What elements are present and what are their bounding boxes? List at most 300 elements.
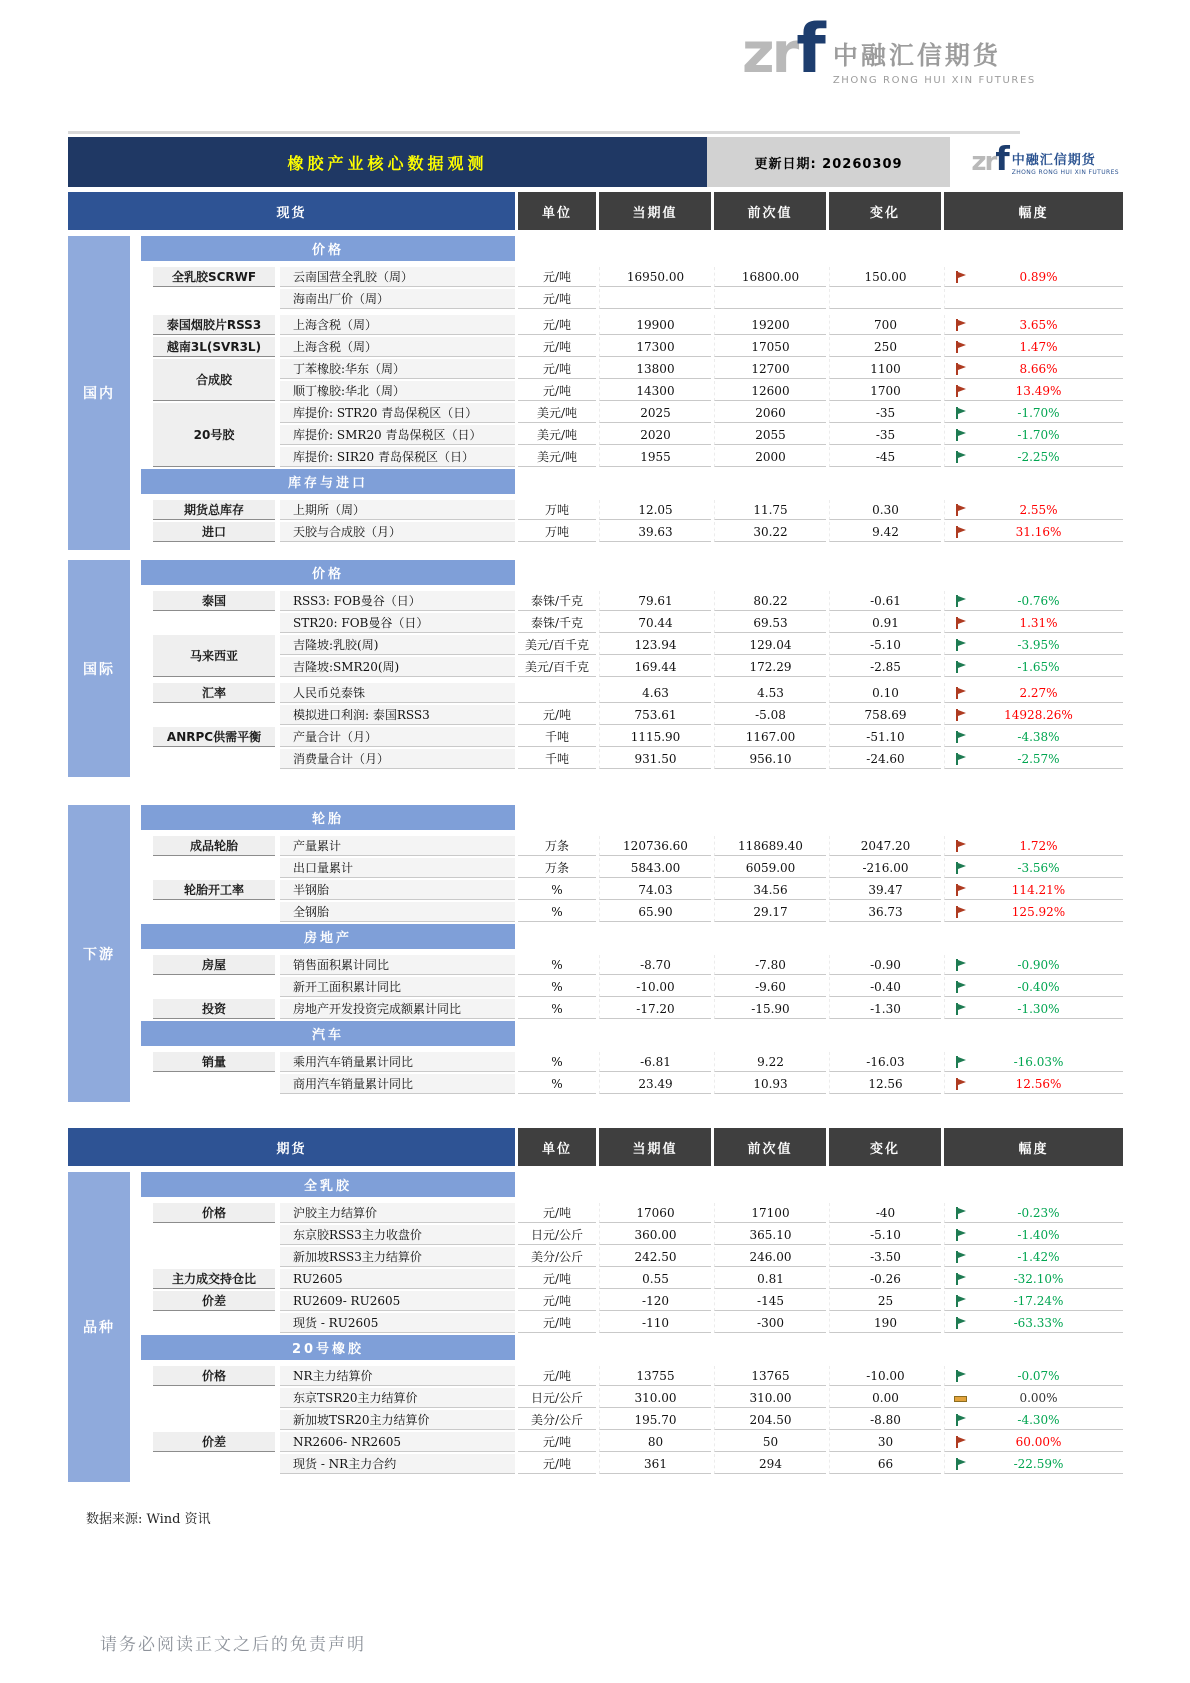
data-tables: [68, 192, 1123, 1482]
row-label: 出口量累计: [280, 858, 515, 878]
unit-cell: 日元/公斤: [518, 1388, 596, 1408]
table-row: [280, 1313, 1123, 1333]
range-cell: [944, 289, 1123, 309]
previous-value-cell: 9.22: [714, 1052, 826, 1072]
range-value: -1.70%: [1017, 405, 1060, 420]
unit-cell: %: [518, 902, 596, 922]
row-label: 上海含税（周）: [280, 315, 515, 335]
current-value-cell: 169.44: [599, 657, 711, 677]
category-cell: 投资: [153, 999, 275, 1019]
previous-value-cell: 16800.00: [714, 267, 826, 287]
change-cell: -0.26: [829, 1269, 941, 1289]
previous-value-cell: [714, 289, 826, 309]
unit-cell: %: [518, 1052, 596, 1072]
unit-cell: 元/吨: [518, 1432, 596, 1452]
logo-names: [833, 36, 1036, 86]
down-flag-icon: [953, 638, 968, 652]
column-header-cur: 当期值: [599, 192, 711, 230]
change-cell: -216.00: [829, 858, 941, 878]
column-header-row: [68, 192, 1123, 230]
mini-company-name-en: ZHONG RONG HUI XIN FUTURES: [1011, 168, 1119, 176]
column-header-pct: 幅度: [944, 192, 1123, 230]
change-cell: -35: [829, 403, 941, 423]
up-flag-icon: [953, 883, 968, 897]
down-flag-icon: [953, 730, 968, 744]
change-cell: -0.61: [829, 591, 941, 611]
unit-cell: 美元/百千克: [518, 657, 596, 677]
table-label-futures: 期货: [68, 1128, 515, 1166]
unit-cell: 美元/百千克: [518, 635, 596, 655]
range-cell: [944, 705, 1123, 725]
current-value-cell: -10.00: [599, 977, 711, 997]
down-flag-icon: [953, 406, 968, 420]
range-cell: [944, 1388, 1123, 1408]
down-flag-icon: [953, 594, 968, 608]
table-row: [201, 591, 1123, 611]
down-flag-icon: [953, 1055, 968, 1069]
table-row: [195, 359, 1123, 387]
previous-value-cell: 80.22: [714, 591, 826, 611]
table-row: [201, 999, 1123, 1019]
row-label: 现货 - NR主力合约: [280, 1454, 515, 1474]
range-value: 1.72%: [1019, 838, 1058, 853]
range-cell: [944, 522, 1123, 542]
up-flag-icon: [953, 384, 968, 398]
report-body: [68, 137, 1123, 1527]
side-label-domestic: 国内: [68, 236, 130, 550]
range-value: -0.90%: [1017, 957, 1060, 972]
range-value: -1.42%: [1017, 1249, 1060, 1264]
current-value-cell: 13755: [599, 1366, 711, 1386]
previous-value-cell: -5.08: [714, 705, 826, 725]
side-label-variety: 品种: [68, 1172, 130, 1482]
current-value-cell: 2025: [599, 403, 711, 423]
table-row: [201, 1291, 1123, 1311]
range-value: 8.66%: [1019, 361, 1058, 376]
previous-value-cell: 246.00: [714, 1247, 826, 1267]
column-header-prev: 前次值: [714, 192, 826, 230]
down-flag-icon: [953, 958, 968, 972]
title-bar: [68, 137, 1123, 187]
range-cell: [944, 1225, 1123, 1245]
range-value: -0.23%: [1017, 1205, 1060, 1220]
range-value: 1.47%: [1019, 339, 1058, 354]
current-value-cell: 931.50: [599, 749, 711, 769]
mini-logo-zr-text: zr: [971, 147, 996, 177]
previous-value-cell: 172.29: [714, 657, 826, 677]
change-cell: -2.85: [829, 657, 941, 677]
unit-cell: 元/吨: [518, 1291, 596, 1311]
table-row: [201, 1432, 1123, 1452]
range-value: -1.65%: [1017, 659, 1060, 674]
current-value-cell: 1115.90: [599, 727, 711, 747]
table-row: [280, 705, 1123, 725]
up-flag-icon: [953, 1077, 968, 1091]
category-cell: 合成胶: [153, 359, 275, 401]
range-cell: [944, 591, 1123, 611]
change-cell: 2047.20: [829, 836, 941, 856]
change-cell: 0.00: [829, 1388, 941, 1408]
unit-cell: 万吨: [518, 500, 596, 520]
table-row: [280, 977, 1123, 997]
range-value: -0.40%: [1017, 979, 1060, 994]
up-flag-icon: [953, 362, 968, 376]
range-cell: [944, 977, 1123, 997]
current-value-cell: 17300: [599, 337, 711, 357]
current-value-cell: -8.70: [599, 955, 711, 975]
unit-cell: 元/吨: [518, 337, 596, 357]
current-value-cell: 1955: [599, 447, 711, 467]
row-label: STR20: FOB曼谷（日）: [280, 613, 515, 633]
previous-value-cell: 10.93: [714, 1074, 826, 1094]
range-cell: [944, 267, 1123, 287]
previous-value-cell: 294: [714, 1454, 826, 1474]
unit-cell: %: [518, 880, 596, 900]
previous-value-cell: 6059.00: [714, 858, 826, 878]
row-label: RU2609- RU2605: [280, 1291, 515, 1311]
column-header-unit: 单位: [518, 1128, 596, 1166]
range-value: 125.92%: [1011, 904, 1066, 919]
unit-cell: 千吨: [518, 749, 596, 769]
range-cell: [944, 902, 1123, 922]
previous-value-cell: 4.53: [714, 683, 826, 703]
category-cell: 汇率: [153, 683, 275, 703]
side-label-downstream: 下游: [68, 805, 130, 1102]
category-cell: 泰国烟胶片RSS3: [153, 315, 275, 335]
previous-value-cell: 34.56: [714, 880, 826, 900]
previous-value-cell: -7.80: [714, 955, 826, 975]
current-value-cell: 12.05: [599, 500, 711, 520]
range-value: -3.95%: [1017, 637, 1060, 652]
change-cell: 9.42: [829, 522, 941, 542]
category-cell: 越南3L(SVR3L): [153, 337, 275, 357]
logo-zr-text: zr: [742, 21, 797, 86]
table-row: [201, 522, 1123, 542]
range-cell: [944, 1432, 1123, 1452]
current-value-cell: 17060: [599, 1203, 711, 1223]
up-flag-icon: [953, 503, 968, 517]
range-value: 31.16%: [1015, 524, 1062, 539]
change-cell: 1100: [829, 359, 941, 379]
previous-value-cell: 50: [714, 1432, 826, 1452]
range-cell: [944, 836, 1123, 856]
down-flag-icon: [953, 1294, 968, 1308]
table-row: [280, 1388, 1123, 1408]
up-flag-icon: [953, 839, 968, 853]
previous-value-cell: 11.75: [714, 500, 826, 520]
range-cell: [944, 359, 1123, 379]
current-value-cell: -110: [599, 1313, 711, 1333]
table-row: [166, 727, 1123, 747]
down-flag-icon: [953, 1369, 968, 1383]
column-header-chg: 变化: [829, 1128, 941, 1166]
row-label: NR主力结算价: [280, 1366, 515, 1386]
change-cell: -8.80: [829, 1410, 941, 1430]
column-header-chg: 变化: [829, 192, 941, 230]
unit-cell: 元/吨: [518, 315, 596, 335]
category-cell: 房屋: [153, 955, 275, 975]
range-cell: [944, 381, 1123, 401]
category-cell: 轮胎开工率: [153, 880, 275, 900]
unit-cell: 元/吨: [518, 1313, 596, 1333]
row-label: 新加坡RSS3主力结算价: [280, 1247, 515, 1267]
up-flag-icon: [953, 616, 968, 630]
current-value-cell: 23.49: [599, 1074, 711, 1094]
table-spot: [68, 192, 1123, 1102]
range-cell: [944, 337, 1123, 357]
side-label-international: 国际: [68, 560, 130, 777]
previous-value-cell: 2055: [714, 425, 826, 445]
table-row: [201, 955, 1123, 975]
change-cell: 250: [829, 337, 941, 357]
down-flag-icon: [953, 1413, 968, 1427]
range-value: 0.00%: [1019, 1390, 1058, 1405]
unit-cell: 泰铢/千克: [518, 613, 596, 633]
row-label: 现货 - RU2605: [280, 1313, 515, 1333]
previous-value-cell: 204.50: [714, 1410, 826, 1430]
up-flag-icon: [953, 318, 968, 332]
table-row: [280, 657, 1123, 677]
unit-cell: 千吨: [518, 727, 596, 747]
unit-cell: 美元/吨: [518, 403, 596, 423]
company-logo: [742, 10, 1036, 97]
current-value-cell: 39.63: [599, 522, 711, 542]
previous-value-cell: 365.10: [714, 1225, 826, 1245]
change-cell: -51.10: [829, 727, 941, 747]
range-value: 114.21%: [1011, 882, 1066, 897]
unit-cell: 日元/公斤: [518, 1225, 596, 1245]
update-date: 更新日期: 20260309: [707, 137, 950, 187]
previous-value-cell: -145: [714, 1291, 826, 1311]
down-flag-icon: [953, 1206, 968, 1220]
unit-cell: %: [518, 1074, 596, 1094]
current-value-cell: 123.94: [599, 635, 711, 655]
row-label: 库提价: SMR20 青岛保税区（日）: [280, 425, 515, 445]
subsection-header: 房地产: [141, 924, 515, 949]
previous-value-cell: 19200: [714, 315, 826, 335]
previous-value-cell: -15.90: [714, 999, 826, 1019]
range-value: -1.30%: [1017, 1001, 1060, 1016]
range-cell: [944, 1203, 1123, 1223]
table-row: [189, 635, 1123, 663]
section-variety: [68, 1172, 1123, 1482]
row-label: 云南国营全乳胶（周）: [280, 267, 515, 287]
current-value-cell: 242.50: [599, 1247, 711, 1267]
previous-value-cell: 12600: [714, 381, 826, 401]
table-label-spot: 现货: [68, 192, 515, 230]
current-value-cell: [599, 289, 711, 309]
category-cell: 泰国: [153, 591, 275, 611]
row-label: 人民币兑泰铢: [280, 683, 515, 703]
range-cell: [944, 1269, 1123, 1289]
column-header-prev: 前次值: [714, 1128, 826, 1166]
change-cell: -5.10: [829, 1225, 941, 1245]
range-value: 13.49%: [1015, 383, 1062, 398]
change-cell: 39.47: [829, 880, 941, 900]
change-cell: -16.03: [829, 1052, 941, 1072]
table-row: [280, 1074, 1123, 1094]
range-value: 2.27%: [1019, 685, 1058, 700]
table-row: [171, 1269, 1123, 1289]
range-cell: [944, 657, 1123, 677]
range-cell: [944, 1366, 1123, 1386]
change-cell: -35: [829, 425, 941, 445]
row-label: RSS3: FOB曼谷（日）: [280, 591, 515, 611]
row-label: RU2605: [280, 1269, 515, 1289]
range-value: -1.70%: [1017, 427, 1060, 442]
row-label: 模拟进口利润: 泰国RSS3: [280, 705, 515, 725]
range-value: -4.38%: [1017, 729, 1060, 744]
table-row: [189, 836, 1123, 856]
category-cell: 20号胶: [153, 403, 275, 467]
subsection-header: 价格: [141, 560, 515, 585]
subsection-header: 价格: [141, 236, 515, 261]
range-cell: [944, 1074, 1123, 1094]
up-flag-icon: [953, 525, 968, 539]
logo-f-text: f: [796, 10, 823, 89]
down-flag-icon: [953, 980, 968, 994]
disclaimer: 请务必阅读正文之后的免责声明: [100, 1635, 366, 1655]
current-value-cell: 753.61: [599, 705, 711, 725]
table-row: [280, 447, 1123, 467]
data-source: 数据来源: Wind 资讯: [86, 1512, 211, 1527]
range-cell: [944, 999, 1123, 1019]
range-cell: [944, 1454, 1123, 1474]
column-header-cur: 当期值: [599, 1128, 711, 1166]
row-label: 产量合计（月）: [280, 727, 515, 747]
up-flag-icon: [953, 1435, 968, 1449]
unit-cell: 美元/吨: [518, 447, 596, 467]
section-international: [68, 560, 1123, 777]
range-value: -16.03%: [1013, 1054, 1064, 1069]
previous-value-cell: 13765: [714, 1366, 826, 1386]
table-row: [201, 1366, 1123, 1386]
range-cell: [944, 880, 1123, 900]
range-cell: [944, 635, 1123, 655]
change-cell: [829, 289, 941, 309]
range-cell: [944, 683, 1123, 703]
current-value-cell: 70.44: [599, 613, 711, 633]
range-cell: [944, 727, 1123, 747]
range-value: 14928.26%: [1004, 707, 1073, 722]
up-flag-icon: [953, 905, 968, 919]
range-value: -3.56%: [1017, 860, 1060, 875]
range-value: -0.76%: [1017, 593, 1060, 608]
category-cell: 主力成交持仓比: [153, 1269, 275, 1289]
subsection-header: 库存与进口: [141, 469, 515, 494]
row-label: 新开工面积累计同比: [280, 977, 515, 997]
current-value-cell: -6.81: [599, 1052, 711, 1072]
change-cell: -40: [829, 1203, 941, 1223]
previous-value-cell: 310.00: [714, 1388, 826, 1408]
category-cell: 期货总库存: [153, 500, 275, 520]
current-value-cell: 195.70: [599, 1410, 711, 1430]
row-label: 丁苯橡胶:华东（周）: [280, 359, 515, 379]
current-value-cell: 74.03: [599, 880, 711, 900]
range-value: 12.56%: [1015, 1076, 1062, 1091]
subsection-header: 汽车: [141, 1021, 515, 1046]
column-header-pct: 幅度: [944, 1128, 1123, 1166]
mini-company-name-cn: 中融汇信期货: [1011, 152, 1096, 168]
change-cell: -0.90: [829, 955, 941, 975]
change-cell: 36.73: [829, 902, 941, 922]
down-flag-icon: [953, 752, 968, 766]
previous-value-cell: -300: [714, 1313, 826, 1333]
current-value-cell: 2020: [599, 425, 711, 445]
category-cell: 进口: [153, 522, 275, 542]
current-value-cell: 4.63: [599, 683, 711, 703]
unit-cell: %: [518, 999, 596, 1019]
range-value: -1.40%: [1017, 1227, 1060, 1242]
row-label: 房地产开发投资完成额累计同比: [280, 999, 515, 1019]
unit-cell: 元/吨: [518, 1366, 596, 1386]
table-row: [280, 1247, 1123, 1267]
unit-cell: 元/吨: [518, 289, 596, 309]
row-label: 吉隆坡:乳胶(周): [280, 635, 515, 655]
row-label: 全钢胎: [280, 902, 515, 922]
range-cell: [944, 1410, 1123, 1430]
subsection-header: 全乳胶: [141, 1172, 515, 1197]
mini-logo-mark: [971, 139, 1008, 180]
current-value-cell: -120: [599, 1291, 711, 1311]
current-value-cell: 310.00: [599, 1388, 711, 1408]
range-cell: [944, 500, 1123, 520]
unit-cell: 元/吨: [518, 1454, 596, 1474]
previous-value-cell: 17050: [714, 337, 826, 357]
unit-cell: 元/吨: [518, 1203, 596, 1223]
current-value-cell: 65.90: [599, 902, 711, 922]
row-label: 海南出厂价（周）: [280, 289, 515, 309]
previous-value-cell: 129.04: [714, 635, 826, 655]
previous-value-cell: -9.60: [714, 977, 826, 997]
change-cell: 12.56: [829, 1074, 941, 1094]
down-flag-icon: [953, 1250, 968, 1264]
current-value-cell: 120736.60: [599, 836, 711, 856]
change-cell: -0.40: [829, 977, 941, 997]
previous-value-cell: 12700: [714, 359, 826, 379]
row-label: 新加坡TSR20主力结算价: [280, 1410, 515, 1430]
range-value: -4.30%: [1017, 1412, 1060, 1427]
change-cell: 25: [829, 1291, 941, 1311]
row-label: 消费量合计（月）: [280, 749, 515, 769]
unit-cell: 元/吨: [518, 267, 596, 287]
company-name-en: ZHONG RONG HUI XIN FUTURES: [832, 75, 1036, 86]
current-value-cell: 14300: [599, 381, 711, 401]
current-value-cell: 5843.00: [599, 858, 711, 878]
table-row: [280, 381, 1123, 401]
row-label: 顺丁橡胶:华北（周）: [280, 381, 515, 401]
row-label: 上海含税（周）: [280, 337, 515, 357]
range-cell: [944, 1247, 1123, 1267]
down-flag-icon: [953, 1316, 968, 1330]
down-flag-icon: [953, 861, 968, 875]
range-value: 1.31%: [1019, 615, 1058, 630]
previous-value-cell: 30.22: [714, 522, 826, 542]
range-value: -63.33%: [1013, 1315, 1064, 1330]
current-value-cell: 79.61: [599, 591, 711, 611]
range-value: -22.59%: [1013, 1456, 1064, 1471]
row-label: 半钢胎: [280, 880, 515, 900]
unit-cell: 万条: [518, 836, 596, 856]
range-cell: [944, 315, 1123, 335]
row-label: 上期所（周）: [280, 500, 515, 520]
previous-value-cell: 0.81: [714, 1269, 826, 1289]
category-cell: ANRPC供需平衡: [153, 727, 275, 747]
change-cell: 758.69: [829, 705, 941, 725]
down-flag-icon: [953, 1002, 968, 1016]
change-cell: -3.50: [829, 1247, 941, 1267]
company-name-cn: 中融汇信期货: [832, 41, 1001, 70]
